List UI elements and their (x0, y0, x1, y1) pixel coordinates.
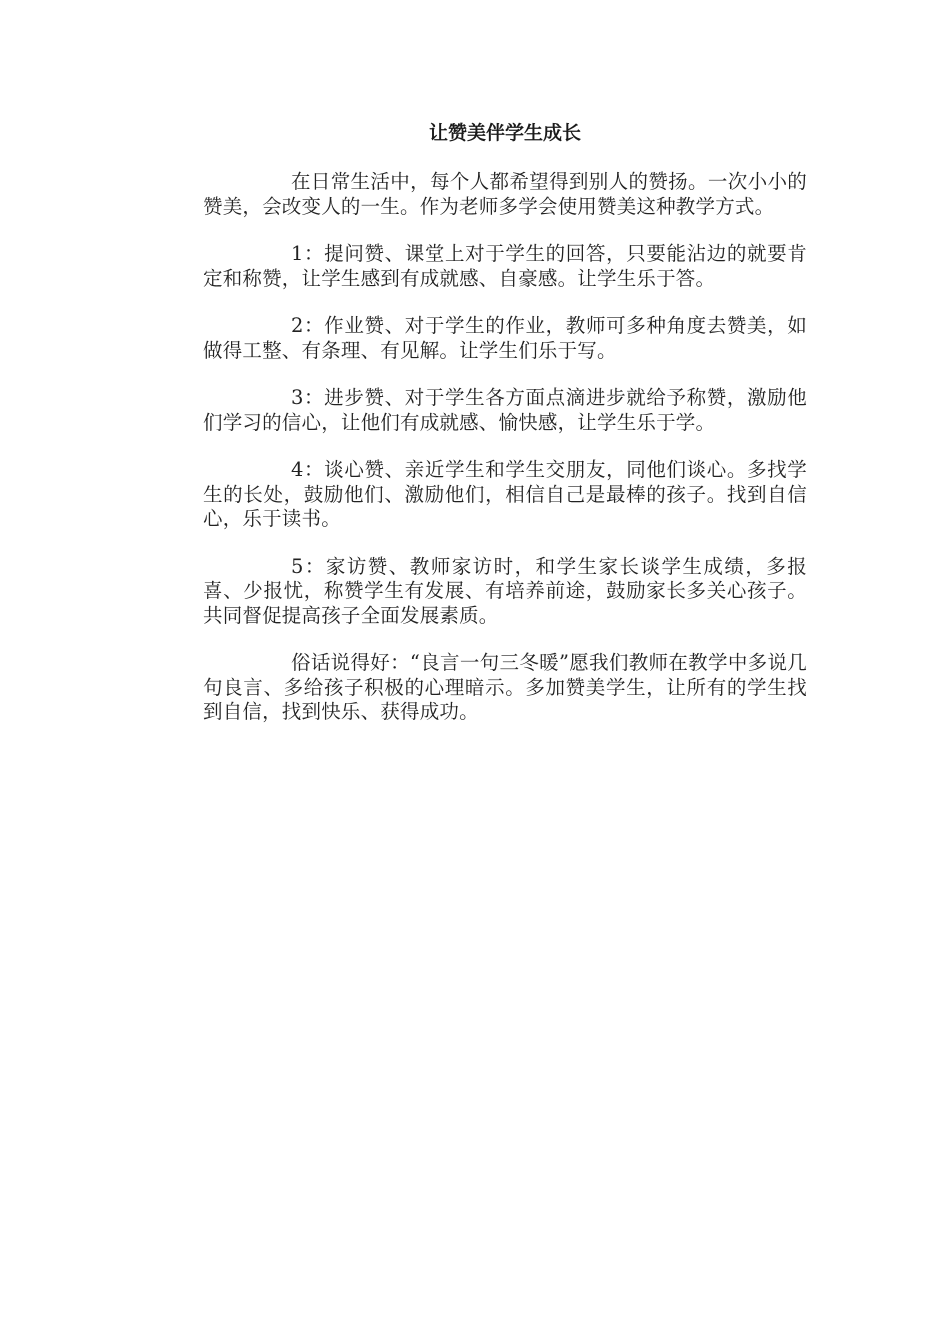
paragraph-intro: 在日常生活中，每个人都希望得到别人的赞扬。一次小小的赞美，会改变人的一生。作为老师多学会使用赞美这种教学方式。 (203, 170, 807, 218)
paragraph-progress-praise: 3：进步赞、对于学生各方面点滴进步就给予称赞，激励他们学习的信心，让他们有成就感、愉快感，让学生乐于学。 (203, 386, 807, 434)
paragraph-question-praise: 1：提问赞、课堂上对于学生的回答，只要能沾边的就要肯定和称赞，让学生感到有成就感、自豪感。让学生乐于答。 (203, 242, 807, 290)
paragraph-home-visit-praise: 5：家访赞、教师家访时，和学生家长谈学生成绩，多报喜、少报忧，称赞学生有发展、有培养前途，鼓励家长多关心孩子。共同督促提高孩子全面发展素质。 (203, 554, 807, 627)
document-page (203, 118, 807, 748)
document-title: 让赞美伴学生成长 (428, 122, 581, 144)
paragraph-conclusion: 俗话说得好：“良言一句三冬暖”愿我们教师在教学中多说几句良言、多给孩子积极的心理暗示。多加赞美学生，让所有的学生找到自信，找到快乐、获得成功。 (203, 651, 807, 723)
paragraph-talk-praise: 4：谈心赞、亲近学生和学生交朋友，同他们谈心。多找学生的长处，鼓励他们、激励他们，相信自己是最棒的孩子。找到自信心，乐于读书。 (203, 458, 807, 530)
paragraph-homework-praise: 2：作业赞、对于学生的作业，教师可多种角度去赞美，如做得工整、有条理、有见解。让学生们乐于写。 (203, 314, 807, 362)
